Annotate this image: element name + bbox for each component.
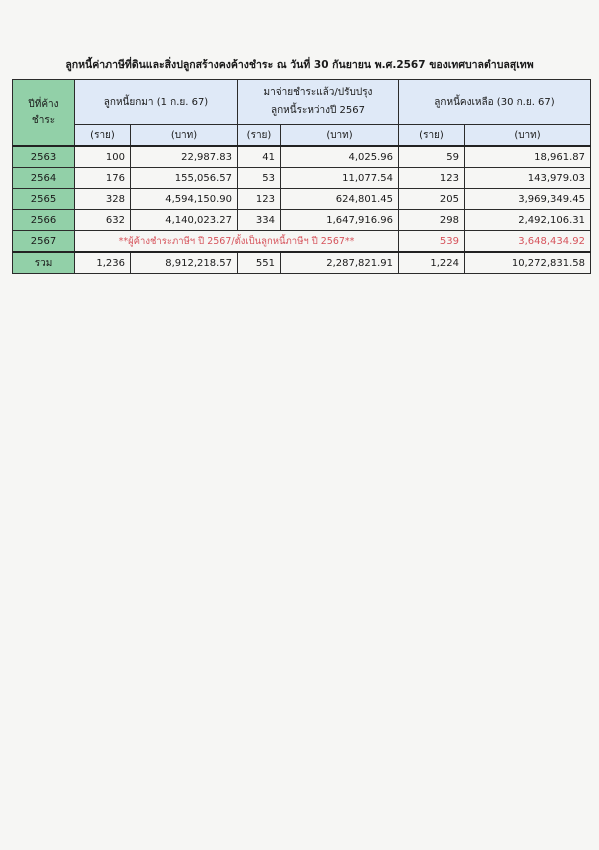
baht-cell: 4,594,150.90 [131,189,238,210]
total-row [13,252,591,274]
header-paid-line2: ลูกหนี้ระหว่างปี 2567 [270,105,366,116]
baht-cell: 18,961.87 [465,146,591,168]
count-cell: 205 [399,189,465,210]
year-cell: 2566 [13,210,75,231]
header-year-label: ปีที่ค้างชำระ [28,98,59,126]
header-paid-line1: มาจ่ายชำระแล้ว/ปรับปรุง [263,87,373,98]
note-cell: **ผู้ค้างชำระภาษีฯ ปี 2567/ตั้งเป็นลูกหนี้ภาษีฯ ปี 2567** [75,231,399,253]
table-row [13,168,591,189]
count-cell: 632 [75,210,131,231]
baht-cell: 2,492,106.31 [465,210,591,231]
baht-cell: 3,969,349.45 [465,189,591,210]
year-cell: 2563 [13,146,75,168]
count-cell: 551 [238,252,281,274]
header-remaining: ลูกหนี้คงเหลือ (30 ก.ย. 67) [399,80,591,125]
count-cell: 123 [399,168,465,189]
count-cell: 334 [238,210,281,231]
table-row [13,189,591,210]
count-cell: 328 [75,189,131,210]
baht-cell: 155,056.57 [131,168,238,189]
baht-cell: 22,987.83 [131,146,238,168]
baht-cell: 10,272,831.58 [465,252,591,274]
count-cell: 1,236 [75,252,131,274]
count-cell: 123 [238,189,281,210]
baht-cell: 4,140,023.27 [131,210,238,231]
unit-baht-2: (บาท) [281,125,399,147]
count-cell: 53 [238,168,281,189]
total-label: รวม [13,252,75,274]
count-cell: 41 [238,146,281,168]
year-cell: 2567 [13,231,75,253]
baht-cell: 624,801.45 [281,189,399,210]
count-cell: 539 [399,231,465,253]
baht-cell: 4,025.96 [281,146,399,168]
table-row-2567 [13,231,591,253]
count-cell: 176 [75,168,131,189]
count-cell: 59 [399,146,465,168]
unit-baht-3: (บาท) [465,125,591,147]
unit-count-3: (ราย) [399,125,465,147]
count-cell: 100 [75,146,131,168]
count-cell: 298 [399,210,465,231]
table-row [13,210,591,231]
debtor-table [12,79,591,274]
year-cell: 2564 [13,168,75,189]
table-row [13,146,591,168]
page-title: ลูกหนี้ค่าภาษีที่ดินและสิ่งปลูกสร้างคงค้างชำระ ณ วันที่ 30 กันยายน พ.ศ.2567 ของเทศบาลตำบลสุเทพ [65,59,534,71]
baht-cell: 3,648,434.92 [465,231,591,253]
unit-baht-1: (บาท) [131,125,238,147]
baht-cell: 143,979.03 [465,168,591,189]
baht-cell: 8,912,218.57 [131,252,238,274]
year-cell: 2565 [13,189,75,210]
unit-count-2: (ราย) [238,125,281,147]
baht-cell: 1,647,916.96 [281,210,399,231]
unit-count-1: (ราย) [75,125,131,147]
baht-cell: 11,077.54 [281,168,399,189]
header-brought-forward: ลูกหนี้ยกมา (1 ก.ย. 67) [75,80,238,125]
header-paid-adjusted [238,80,399,125]
count-cell: 1,224 [399,252,465,274]
header-year [13,80,75,147]
baht-cell: 2,287,821.91 [281,252,399,274]
